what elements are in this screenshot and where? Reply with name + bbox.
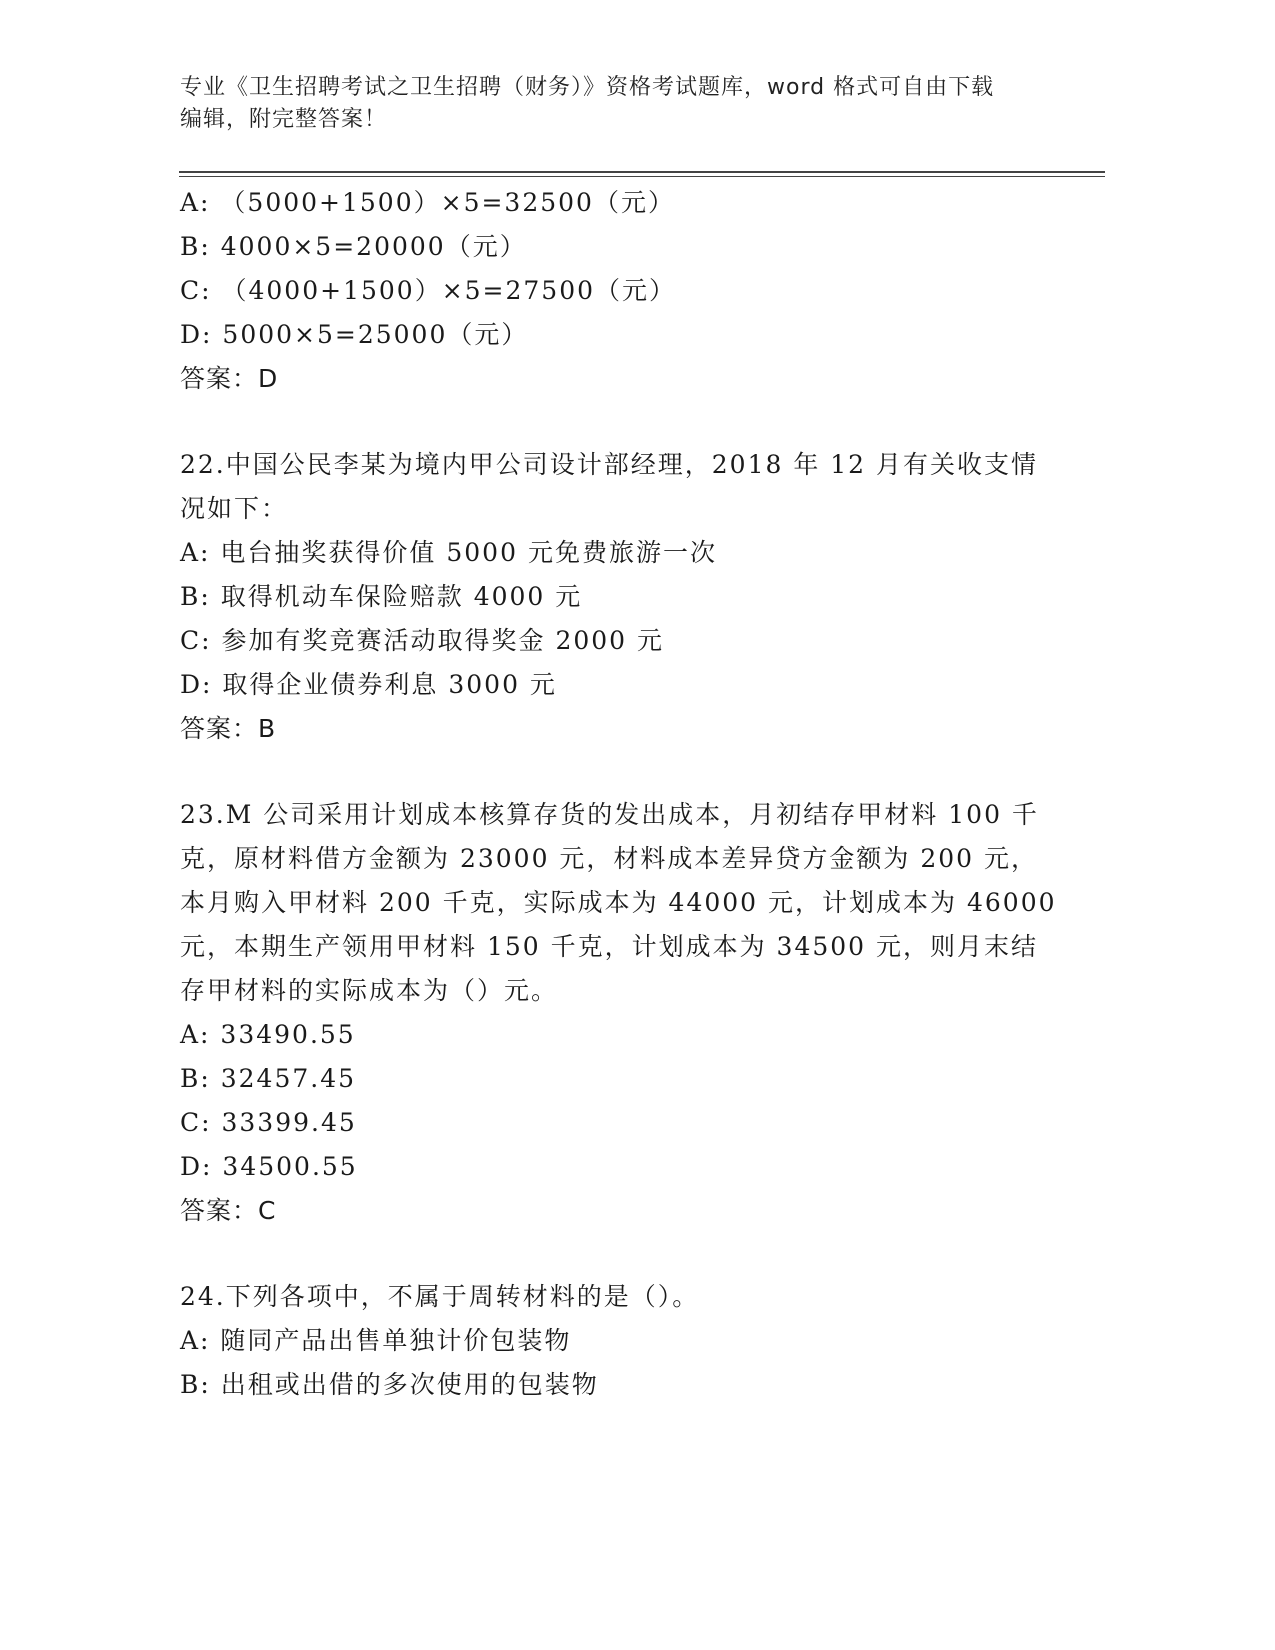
- option-c: C: （4000+1500）×5=27500（元）: [180, 276, 677, 305]
- answer-label: 答案：C: [180, 1196, 277, 1225]
- question-stem: 存甲材料的实际成本为（）元。: [180, 976, 559, 1005]
- header-line-1: 专业《卫生招聘考试之卫生招聘（财务）》资格考试题库，word 格式可自由下载: [180, 75, 995, 100]
- question-stem: 23.M 公司采用计划成本核算存货的发出成本，月初结存甲材料 100 千: [180, 800, 1039, 829]
- question-list: [180, 181, 1057, 1407]
- header-rule-thin: [179, 176, 1105, 177]
- option-a: A: 电台抽奖获得价值 5000 元免费旅游一次: [180, 538, 717, 567]
- option-a: A: 33490.55: [180, 1020, 356, 1049]
- header-line-2: 编辑，附完整答案！: [180, 107, 388, 132]
- question-22: [180, 443, 1040, 751]
- header-rule-thick: [179, 171, 1105, 173]
- spacer: [180, 401, 1040, 443]
- spacer: [180, 751, 1040, 793]
- option-b: B: 出租或出借的多次使用的包装物: [180, 1370, 599, 1399]
- question-stem: 况如下：: [180, 494, 289, 523]
- question-stem: 元，本期生产领用甲材料 150 千克，计划成本为 34500 元，则月末结: [180, 932, 1039, 961]
- answer-label: 答案：B: [180, 714, 277, 743]
- document-header: [180, 72, 1040, 136]
- option-a: A: （5000+1500）×5=32500（元）: [180, 188, 675, 217]
- question-stem: 克，原材料借方金额为 23000 元，材料成本差异贷方金额为 200 元，: [180, 844, 1039, 873]
- option-d: D: 5000×5=25000（元）: [180, 320, 529, 349]
- question-24: [180, 1275, 1040, 1407]
- question-stem: 22.中国公民李某为境内甲公司设计部经理，2018 年 12 月有关收支情: [180, 450, 1039, 479]
- option-c: C: 33399.45: [180, 1108, 357, 1137]
- question-21: [180, 181, 1040, 401]
- option-a: A: 随同产品出售单独计价包装物: [180, 1326, 572, 1355]
- option-c: C: 参加有奖竞赛活动取得奖金 2000 元: [180, 626, 665, 655]
- option-d: D: 取得企业债券利息 3000 元: [180, 670, 557, 699]
- question-stem: 24.下列各项中，不属于周转材料的是（）。: [180, 1282, 700, 1311]
- option-b: B: 取得机动车保险赔款 4000 元: [180, 582, 583, 611]
- question-23: [180, 793, 1057, 1233]
- option-b: B: 4000×5=20000（元）: [180, 232, 527, 261]
- option-b: B: 32457.45: [180, 1064, 357, 1093]
- question-stem: 本月购入甲材料 200 千克，实际成本为 44000 元，计划成本为 46000: [180, 888, 1057, 917]
- option-d: D: 34500.55: [180, 1152, 358, 1181]
- answer-label: 答案：D: [180, 364, 279, 393]
- spacer: [180, 1233, 1040, 1275]
